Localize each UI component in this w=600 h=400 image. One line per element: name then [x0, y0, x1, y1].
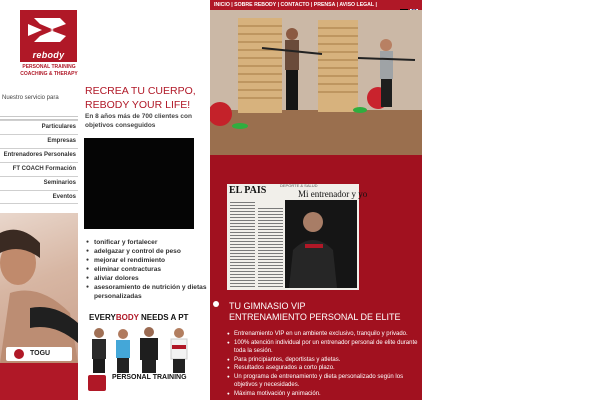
brand-name: rebody — [32, 50, 65, 60]
brand-tagline-2: COACHING & THERAPY — [20, 71, 78, 77]
vip-bullet-icon — [213, 301, 219, 307]
nav-item-label: FT COACH Formación — [12, 166, 76, 172]
list-item: ● eliminar contracturas — [86, 265, 208, 274]
woman-exercise-photo — [0, 213, 78, 363]
nav-item-label: Particulares — [41, 124, 76, 130]
nav-item-label: Seminarios — [43, 180, 76, 186]
brand-tagline-1: PERSONAL TRAINING — [22, 64, 76, 70]
list-item: ● Un programa de entrenamiento y dieta personalizado según los objetivos y necesidades. — [227, 373, 419, 390]
headline-line-2: REBODY YOUR LIFE! — [85, 99, 191, 111]
rebody-small-logo-icon — [88, 375, 106, 391]
video-player[interactable] — [84, 138, 194, 229]
list-item: ● mejorar el rendimiento — [86, 256, 208, 265]
vip-features-list — [227, 330, 419, 398]
clients-subtext: En 8 años más de 700 clientes con objetivos conseguidos — [85, 113, 192, 129]
nav-item-label: Eventos — [52, 194, 76, 200]
nav-item-particulares[interactable] — [0, 120, 78, 133]
promo-prefix: EVERY — [89, 313, 116, 322]
vip-title-line-1: TU GIMNASIO VIP — [229, 301, 306, 311]
list-item: ● Resultados asegurados a corto plazo. — [227, 364, 419, 373]
trainers-group-photo — [85, 325, 205, 375]
nav-item-empresas[interactable] — [0, 134, 78, 147]
togu-label: TOGU — [30, 350, 51, 357]
list-item: ● Máxima motivación y animación. — [227, 390, 419, 399]
list-item: ● adelgazar y control de peso — [86, 247, 208, 256]
list-item: ● asesoramiento de nutrición y dietas personalizadas — [86, 283, 208, 301]
list-item: ● Para principiantes, deportistas y atletas. — [227, 356, 419, 365]
gym-training-photo — [210, 10, 422, 155]
benefits-list — [86, 238, 208, 301]
promo-suffix: NEEDS A PT — [138, 313, 189, 322]
nav-item-entrenadores[interactable] — [0, 148, 78, 161]
empty-background — [422, 0, 600, 400]
nav-item-label: Entrenadores Personales — [3, 152, 76, 158]
nav-divider — [0, 203, 78, 204]
article-section-tag: DEPORTE & SALUD — [280, 183, 318, 188]
togu-ball-icon — [12, 347, 26, 361]
nav-item-eventos[interactable] — [0, 190, 78, 203]
nav-intro-text: Nuestro servicio para — [2, 95, 59, 101]
everybody-needs-pt-banner[interactable] — [89, 313, 188, 322]
vip-title-line-2: ENTRENAMIENTO PERSONAL DE ELITE — [229, 312, 401, 322]
list-item: ● tonificar y fortalecer — [86, 238, 208, 247]
top-nav-links[interactable]: INICIO | SOBRE REBODY | CONTACTO | PRENSA | AVISO LEGAL | — [214, 2, 377, 8]
list-item: ● Entrenamiento VIP en un ambiente exclusivo, tranquilo y privado. — [227, 330, 419, 339]
left-footer-band — [0, 363, 78, 400]
list-item: ● 100% atención individual por un entrenador personal de elite durante toda la sesión. — [227, 339, 419, 356]
newspaper-name: EL PAIS — [229, 185, 267, 196]
nav-item-label: Empresas — [47, 138, 76, 144]
personal-training-caption: PERSONAL TRAINING — [112, 374, 187, 381]
nav-item-ft-coach[interactable] — [0, 162, 78, 175]
nav-item-seminarios[interactable] — [0, 176, 78, 189]
promo-highlight: BODY — [115, 313, 139, 322]
list-item: ● aliviar dolores — [86, 274, 208, 283]
trainer-portrait-photo — [285, 200, 357, 288]
article-title: Mi entrenador y yo — [298, 189, 368, 199]
headline-line-1: RECREA TU CUERPO, — [85, 85, 196, 97]
